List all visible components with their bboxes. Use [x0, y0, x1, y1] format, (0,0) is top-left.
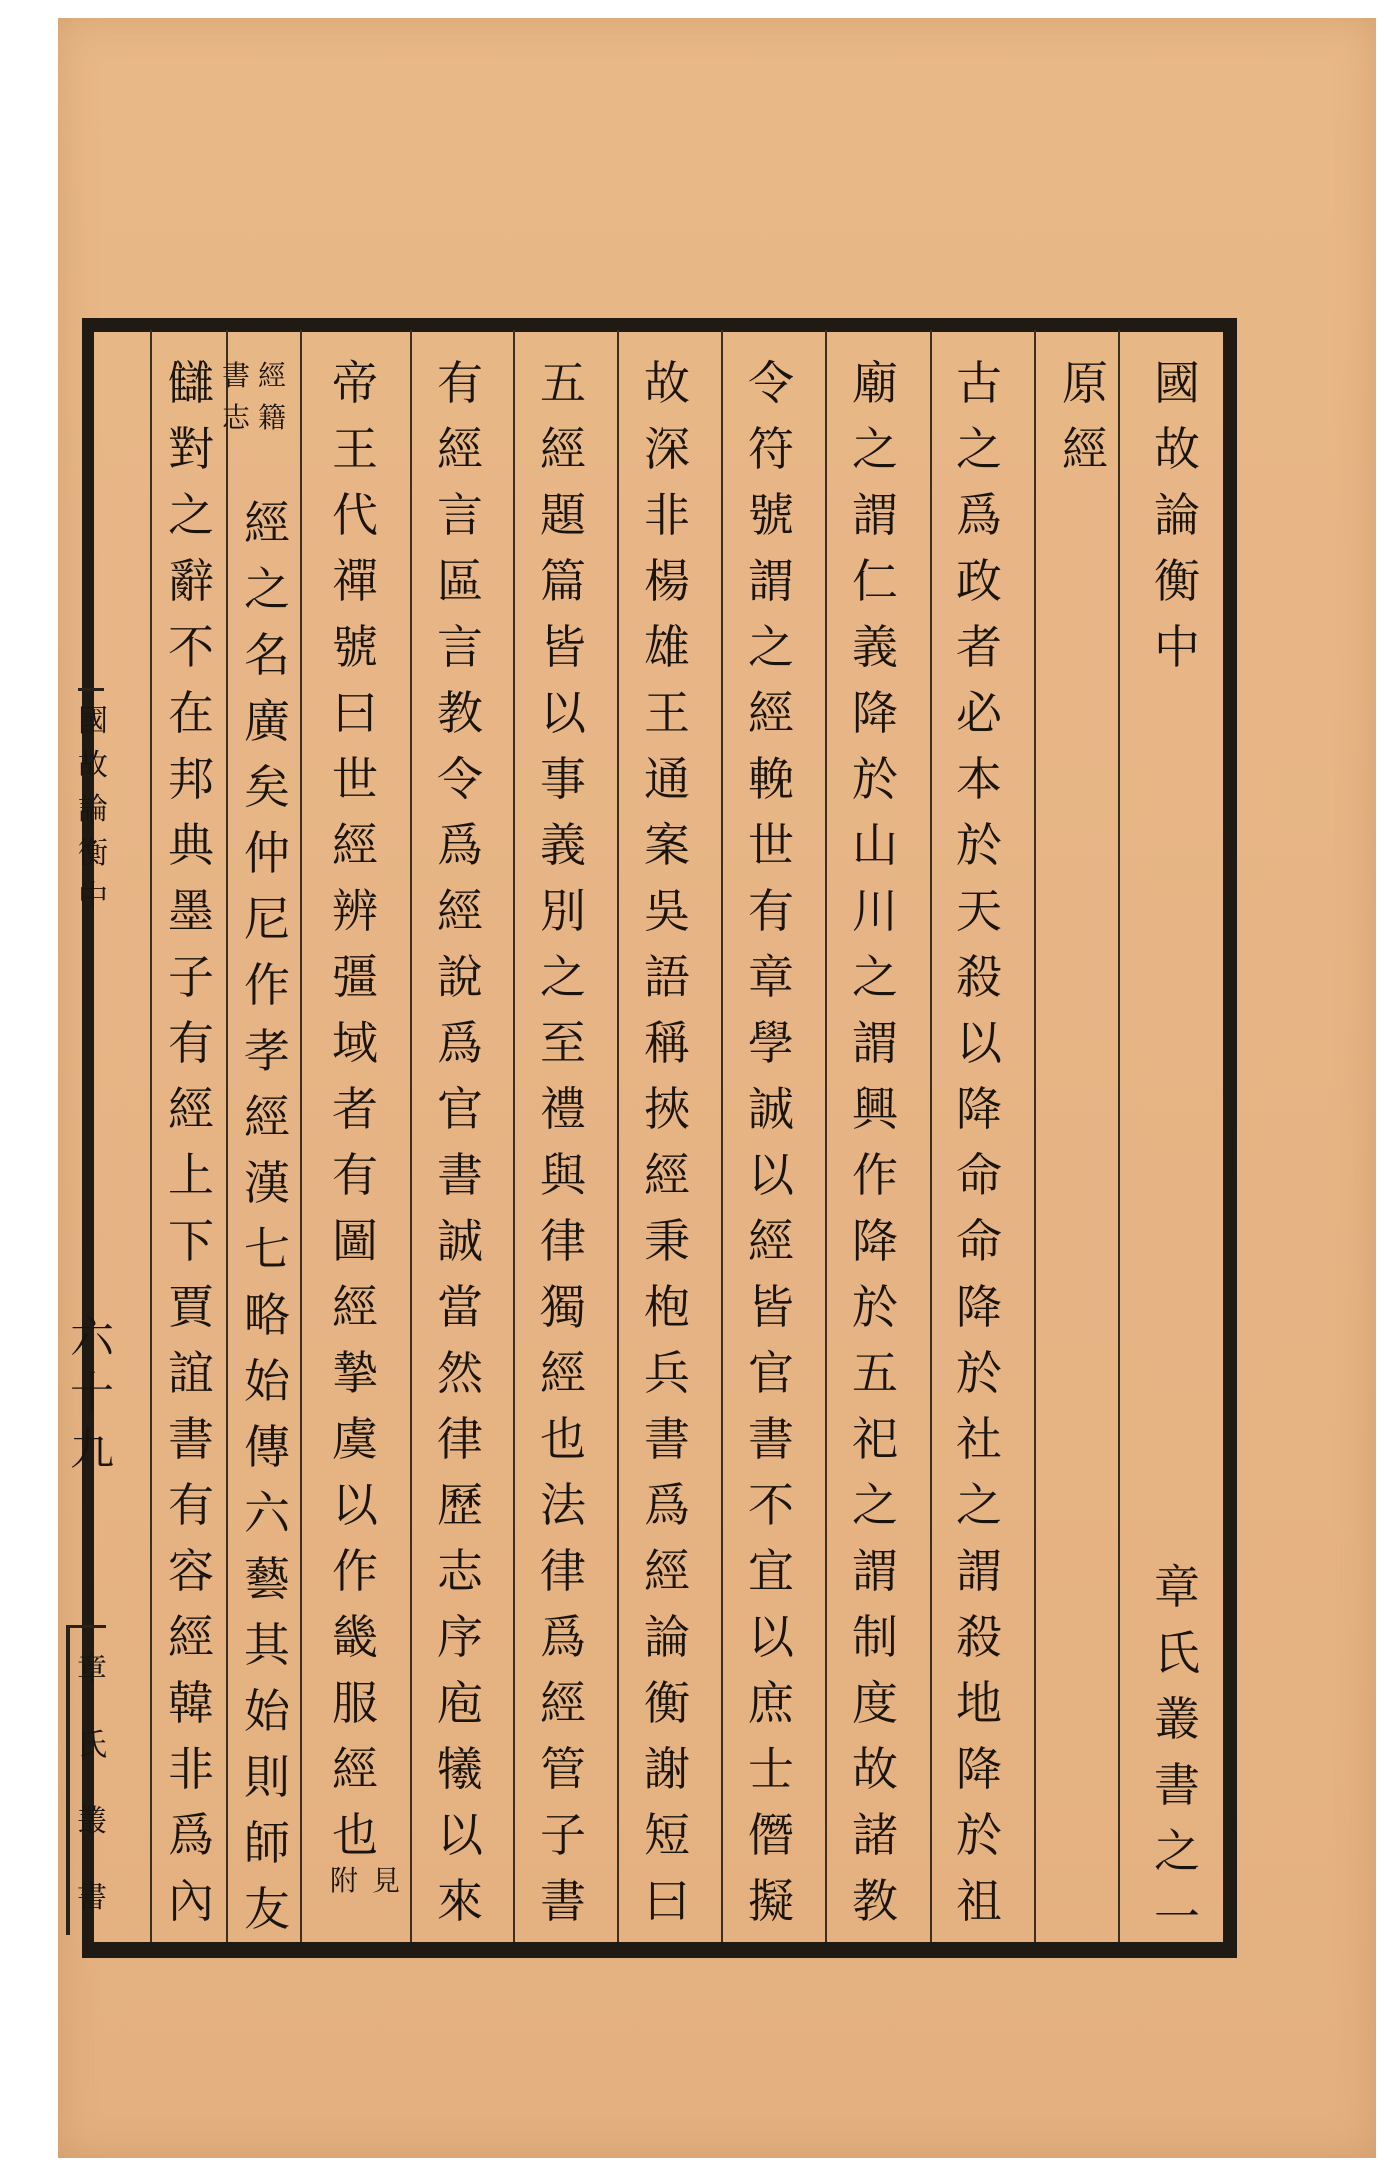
margin-series: 章 氏 叢 書	[77, 1652, 107, 1915]
text-line: 廟 之 謂 仁 義 降 於 山 川 之 謂 興 作 降 於 五 祀 之 謂 制 度 故 諸 教	[852, 356, 898, 1928]
page-number: 六 十 九	[70, 1312, 114, 1475]
text-line: 故 深 非 楊 雄 王 通 案 吳 語 稱 挾 經 秉 枹 兵 書 爲 經 論 衡 謝 短 曰	[644, 356, 690, 1928]
body-column-7	[320, 350, 390, 1868]
see-note	[330, 1860, 400, 1902]
header-column	[1142, 350, 1212, 1950]
margin-tick	[70, 1625, 106, 1628]
margin-series-column	[74, 1648, 110, 1920]
text-line: 五 經 題 篇 皆 以 事 義 別 之 至 禮 與 律 獨 經 也 法 律 爲 經 管 子 書	[540, 356, 586, 1928]
column-rule	[930, 330, 932, 1942]
body-column-5	[528, 350, 598, 1934]
body-column-6	[425, 350, 495, 1934]
chapter-title-column	[1050, 350, 1120, 482]
body-column-2	[840, 350, 910, 1934]
series-label: 章 氏 叢 書 之 一	[1154, 1560, 1200, 1944]
column-rule	[721, 330, 723, 1942]
column-rule	[1034, 330, 1036, 1942]
text-line: 古 之 爲 政 者 必 本 於 天 殺 以 降 命 命 降 於 社 之 謂 殺 地 降 於 祖	[956, 356, 1002, 1928]
text-line: 讎 對 之 辭 不 在 邦 典 墨 子 有 經 上 下 賈 誼 書 有 容 經 韓 非 爲 內	[168, 356, 214, 1928]
text-line: 有 經 言 區 言 教 令 爲 經 說 爲 官 書 誠 當 然 律 歷 志 序 庖 犧 以 來	[437, 356, 483, 1928]
note-see: 見 附	[330, 1864, 401, 1897]
column-rule	[150, 330, 152, 1942]
text-line: 帝 王 代 禪 號 曰 世 經 辨 彊 域 者 有 圖 經 摯 虞 以 作 畿 服 經 也	[332, 356, 378, 1862]
page-number-column	[62, 1310, 122, 1478]
column-rule	[226, 330, 228, 1942]
note-reference: 經 籍 書 志	[222, 359, 287, 434]
margin-title: 國 故 論 衡 中	[78, 704, 108, 915]
body-column-8	[232, 490, 302, 1942]
text-line: 令 符 號 謂 之 經 輓 世 有 章 學 誠 以 經 皆 官 書 不 宜 以 庶 士 僭 擬	[748, 356, 794, 1928]
column-rule	[410, 330, 412, 1942]
chapter-title: 原 經	[1062, 356, 1108, 476]
column-rule	[513, 330, 515, 1942]
column-rule	[617, 330, 619, 1942]
text-line: 經 之 名 廣 矣 仲 尼 作 孝 經 漢 七 略 始 傳 六 藝 其 始 則 師 友	[244, 496, 290, 1936]
margin-tick	[66, 1625, 70, 1935]
body-column-3	[736, 350, 806, 1934]
body-column-4	[632, 350, 702, 1934]
column-rule	[1118, 330, 1120, 1942]
body-column-9	[156, 350, 226, 1934]
book-title: 國 故 論 衡 中	[1154, 356, 1200, 674]
body-column-1	[944, 350, 1014, 1934]
margin-tick	[78, 688, 104, 691]
column-rule	[825, 330, 827, 1942]
margin-title-column	[75, 700, 111, 920]
reference-note	[222, 355, 286, 439]
